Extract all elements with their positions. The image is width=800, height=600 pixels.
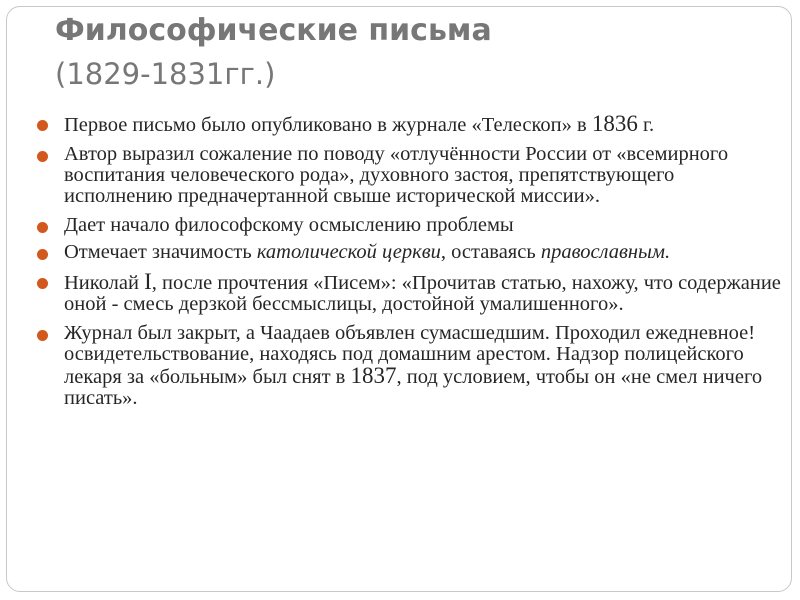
slide-frame bbox=[6, 6, 792, 592]
bullet-dot-icon bbox=[37, 278, 48, 289]
title-main: Философические письма bbox=[55, 13, 492, 48]
slide-title bbox=[55, 9, 775, 95]
title-years: (1829-1831гг.) bbox=[55, 57, 276, 91]
bullet-item-catholic-church bbox=[37, 242, 782, 263]
bullet-dot-icon bbox=[37, 249, 48, 260]
bullet-text: Журнал был закрыт, а Чаадаев объявлен сумасшедшим. Проходил ежедневное! освидетельствование, находясь под домашним арестом. Надзор полицейского лекаря за «больным» был снят в bbox=[64, 322, 756, 388]
bullet-roman-numeral: I bbox=[144, 269, 152, 294]
bullet-text: , после прочтения «Писем»: «Прочитав статью, нахожу, что содержание оной - смесь дерзкой бессмыслицы, достойной умалишенного». bbox=[64, 272, 781, 315]
bullet-item-philosophy bbox=[37, 215, 782, 236]
bullet-dot-icon bbox=[37, 120, 48, 131]
bullet-item-nicholas bbox=[37, 271, 782, 315]
bullet-italic-church: католической церкви bbox=[256, 241, 441, 263]
bullet-text-middle: , оставаясь bbox=[440, 241, 541, 263]
bullet-text-tail: , под условием, чтобы он «не смел ничего писать». bbox=[64, 366, 763, 409]
bullet-text-tail: г. bbox=[637, 114, 655, 136]
bullet-text: Отмечает значимость bbox=[64, 241, 257, 263]
bullet-item-author-regret bbox=[37, 144, 782, 207]
bullet-item-journal-closed bbox=[37, 323, 782, 409]
bullet-item-publication bbox=[37, 113, 782, 136]
bullet-list bbox=[37, 113, 782, 417]
bullet-name: Николай bbox=[64, 272, 145, 294]
bullet-text: Первое письмо было опубликовано в журнале «Телескоп» в bbox=[64, 114, 592, 136]
bullet-dot-icon bbox=[37, 222, 48, 233]
bullet-italic-orthodox: православным. bbox=[540, 241, 671, 263]
bullet-text: Автор выразил сожаление по поводу «отлучённости России от «всемирного воспитания человеческого рода», духовного застоя, препятствующего исполнению предначертанной свыше исторической миссии». bbox=[64, 143, 729, 207]
bullet-year: 1837 bbox=[350, 363, 397, 388]
bullet-dot-icon bbox=[37, 330, 48, 341]
bullet-dot-icon bbox=[37, 151, 48, 162]
bullet-text: Дает начало философскому осмыслению проблемы bbox=[64, 214, 514, 236]
bullet-year: 1836 bbox=[591, 111, 638, 136]
